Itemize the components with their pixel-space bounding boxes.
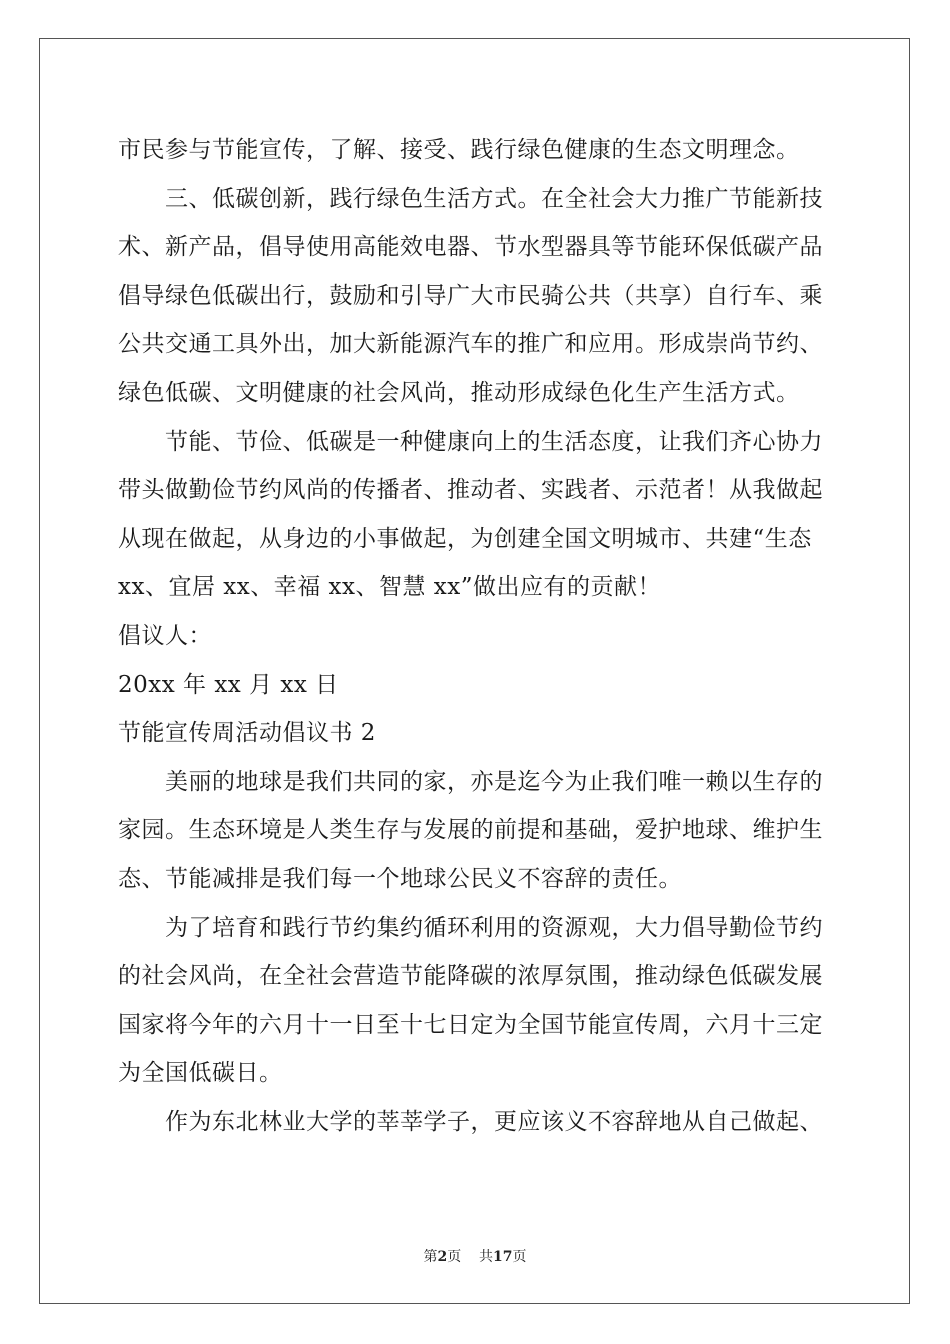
page-prefix: 第 xyxy=(423,1249,438,1265)
text-line: 市民参与节能宣传，了解、接受、践行绿色健康的生态文明理念。 xyxy=(118,137,800,163)
text-line: 为全国低碳日。 xyxy=(118,1060,283,1087)
page-number: 2 xyxy=(437,1249,448,1265)
text-line: 倡导绿色低碳出行，鼓励和引导广大市民骑公共（共享）自行车、乘 xyxy=(118,282,823,309)
section-title: 节能宣传周活动倡议书 2 xyxy=(118,720,376,747)
document-body xyxy=(118,126,834,1146)
total-pages: 17 xyxy=(493,1249,513,1265)
text-line: 绿色低碳、文明健康的社会风尚，推动形成绿色化生产生活方式。 xyxy=(118,379,800,406)
text-line: 公共交通工具外出，加大新能源汽车的推广和应用。形成崇尚节约、 xyxy=(118,331,823,358)
text-line: 的社会风尚，在全社会营造节能降碳的浓厚氛围，推动绿色低碳发展 xyxy=(118,963,823,990)
text-line: 家园。生态环境是人类生存与发展的前提和基础，爱护地球、维护生 xyxy=(118,817,823,844)
date-line: 20xx 年 xx 月 xx 日 xyxy=(118,671,339,698)
text-line: 节能、节俭、低碳是一种健康向上的生活态度，让我们齐心协力 xyxy=(165,428,823,455)
text-line: 国家将今年的六月十一日至十七日定为全国节能宣传周，六月十三定 xyxy=(118,1011,823,1038)
signatory-label: 倡议人： xyxy=(118,622,212,649)
page-footer xyxy=(0,1246,950,1266)
text-line: 为了培育和践行节约集约循环利用的资源观，大力倡导勤俭节约 xyxy=(165,914,823,941)
text-line: 作为东北林业大学的莘莘学子，更应该义不容辞地从自己做起、 xyxy=(165,1108,823,1135)
text-line: 态、节能减排是我们每一个地球公民义不容辞的责任。 xyxy=(118,865,682,892)
text-line: 带头做勤俭节约风尚的传播者、推动者、实践者、示范者！从我做起 xyxy=(118,477,823,504)
text-line: 三、低碳创新，践行绿色生活方式。在全社会大力推广节能新技 xyxy=(165,185,823,212)
text-line: 美丽的地球是我们共同的家，亦是迄今为止我们唯一赖以生存的 xyxy=(165,768,823,795)
total-prefix: 共 xyxy=(479,1249,494,1265)
total-suffix: 页 xyxy=(512,1249,527,1265)
text-line: 术、新产品，倡导使用高能效电器、节水型器具等节能环保低碳产品 xyxy=(118,234,823,261)
text-line: xx、宜居 xx、幸福 xx、智慧 xx”做出应有的贡献！ xyxy=(118,574,661,601)
page-suffix: 页 xyxy=(447,1249,462,1265)
text-line: 从现在做起，从身边的小事做起，为创建全国文明城市、共建“生态 xyxy=(118,525,812,552)
